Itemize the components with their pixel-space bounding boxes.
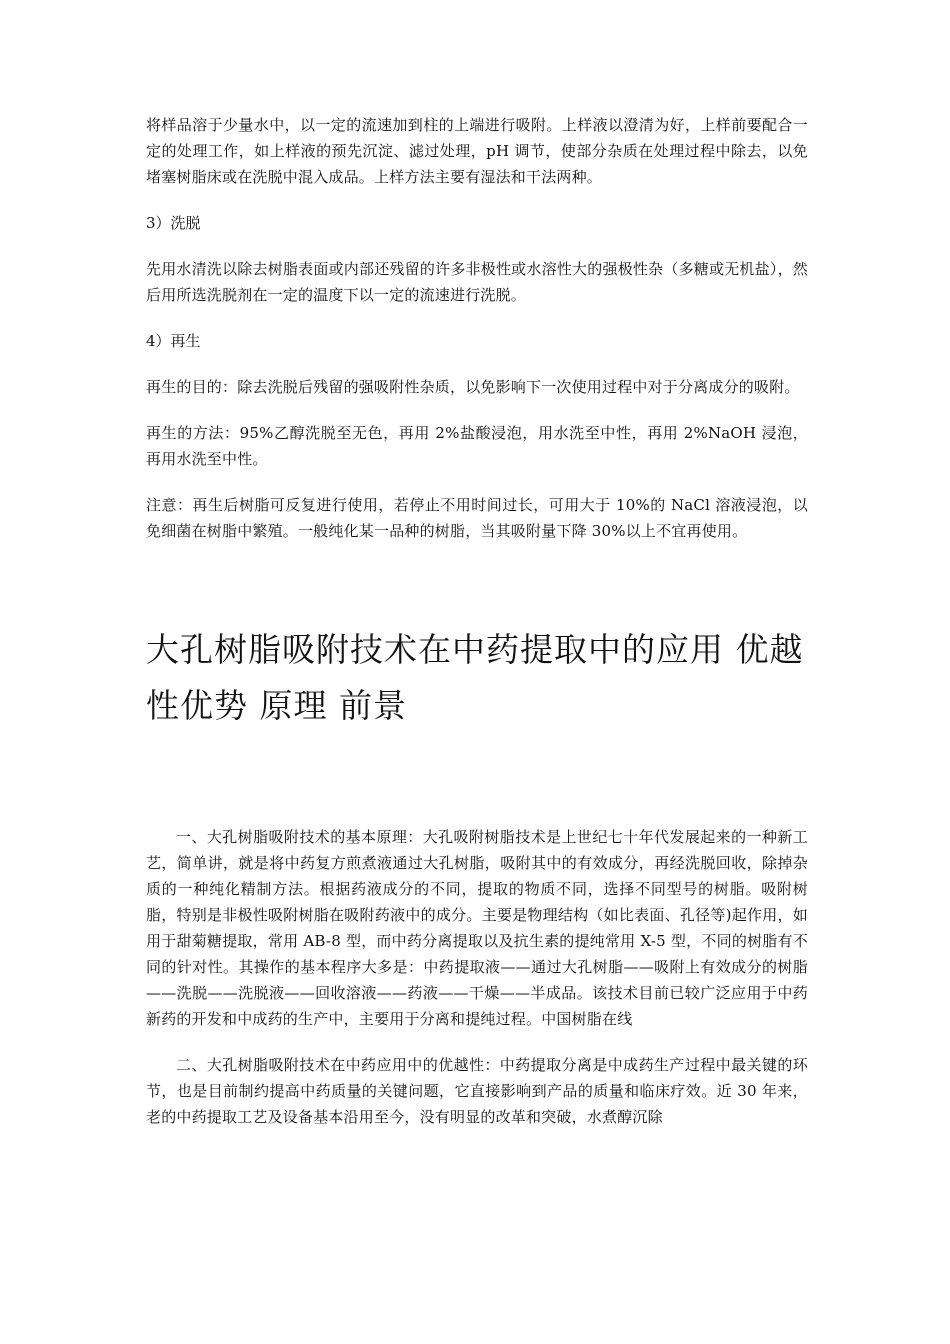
upload-paragraph: 将样品溶于少量水中，以一定的流速加到柱的上端进行吸附。上样液以澄清为好，上样前要配合一定的处理工作，如上样液的预先沉淀、滤过处理，pH 调节，使部分杂质在处理过程中除去，以免堵塞树脂床或在洗脱中混入成品。上样方法主要有湿法和干法两种。 [146,116,808,186]
elution-heading: 3）洗脱 [146,214,201,232]
spacer [146,190,808,210]
spacer [146,734,808,824]
spacer [146,308,808,328]
spacer [146,236,808,256]
document-page [146,112,808,1130]
article-paragraph-2: 二、大孔树脂吸附技术在中药应用中的优越性：中药提取分离是中成药生产过程中最关键的环节，也是目前制约提高中药质量的关键问题，它直接影响到产品的质量和临床疗效。近 30 年来，老的中药提取工艺及设备基本沿用至今，没有明显的改革和突破，水煮醇沉除 [146,1056,808,1126]
spacer [146,354,808,374]
regeneration-heading: 4）再生 [146,332,201,350]
regeneration-method: 再生的方法：95%乙醇洗脱至无色，再用 2%盐酸浸泡，用水洗至中性，再用 2%NaOH 浸泡，再用水洗至中性。 [146,424,808,468]
regeneration-note: 注意：再生后树脂可反复进行使用，若停止不用时间过长，可用大于 10%的 NaCl 溶液浸泡，以免细菌在树脂中繁殖。一般纯化某一品种的树脂，当其吸附量下降 30%以上不宜再使用。 [146,496,808,540]
elution-paragraph: 先用水清洗以除去树脂表面或内部还残留的许多非极性或水溶性大的强极性杂（多糖或无机盐），然后用所选洗脱剂在一定的温度下以一定的流速进行洗脱。 [146,260,808,304]
article-title: 大孔树脂吸附技术在中药提取中的应用 优越性优势 原理 前景 [146,630,804,725]
spacer [146,544,808,622]
spacer [146,472,808,492]
spacer [146,400,808,420]
spacer [146,1032,808,1052]
article-paragraph-1: 一、大孔树脂吸附技术的基本原理：大孔吸附树脂技术是上世纪七十年代发展起来的一种新工艺，简单讲，就是将中药复方煎煮液通过大孔树脂，吸附其中的有效成分，再经洗脱回收，除掉杂质的一种纯化精制方法。根据药液成分的不同，提取的物质不同，选择不同型号的树脂。吸附树脂，特别是非极性吸附树脂在吸附药液中的成分。主要是物理结构（如比表面、孔径等)起作用，如用于甜菊糖提取，常用 AB-8 型，而中药分离提取以及抗生素的提纯常用 X-5 型，不同的树脂有不同的针对性。其操作的基本程序大多是：中药提取液——通过大孔树脂——吸附上有效成分的树脂——洗脱——洗脱液——回收溶液——药液——干燥——半成品。该技术目前已较广泛应用于中药新药的开发和中成药的生产中，主要用于分离和提纯过程。中国树脂在线 [146,828,808,1028]
regeneration-purpose: 再生的目的：除去洗脱后残留的强吸附性杂质，以免影响下一次使用过程中对于分离成分的吸附。 [146,378,800,396]
